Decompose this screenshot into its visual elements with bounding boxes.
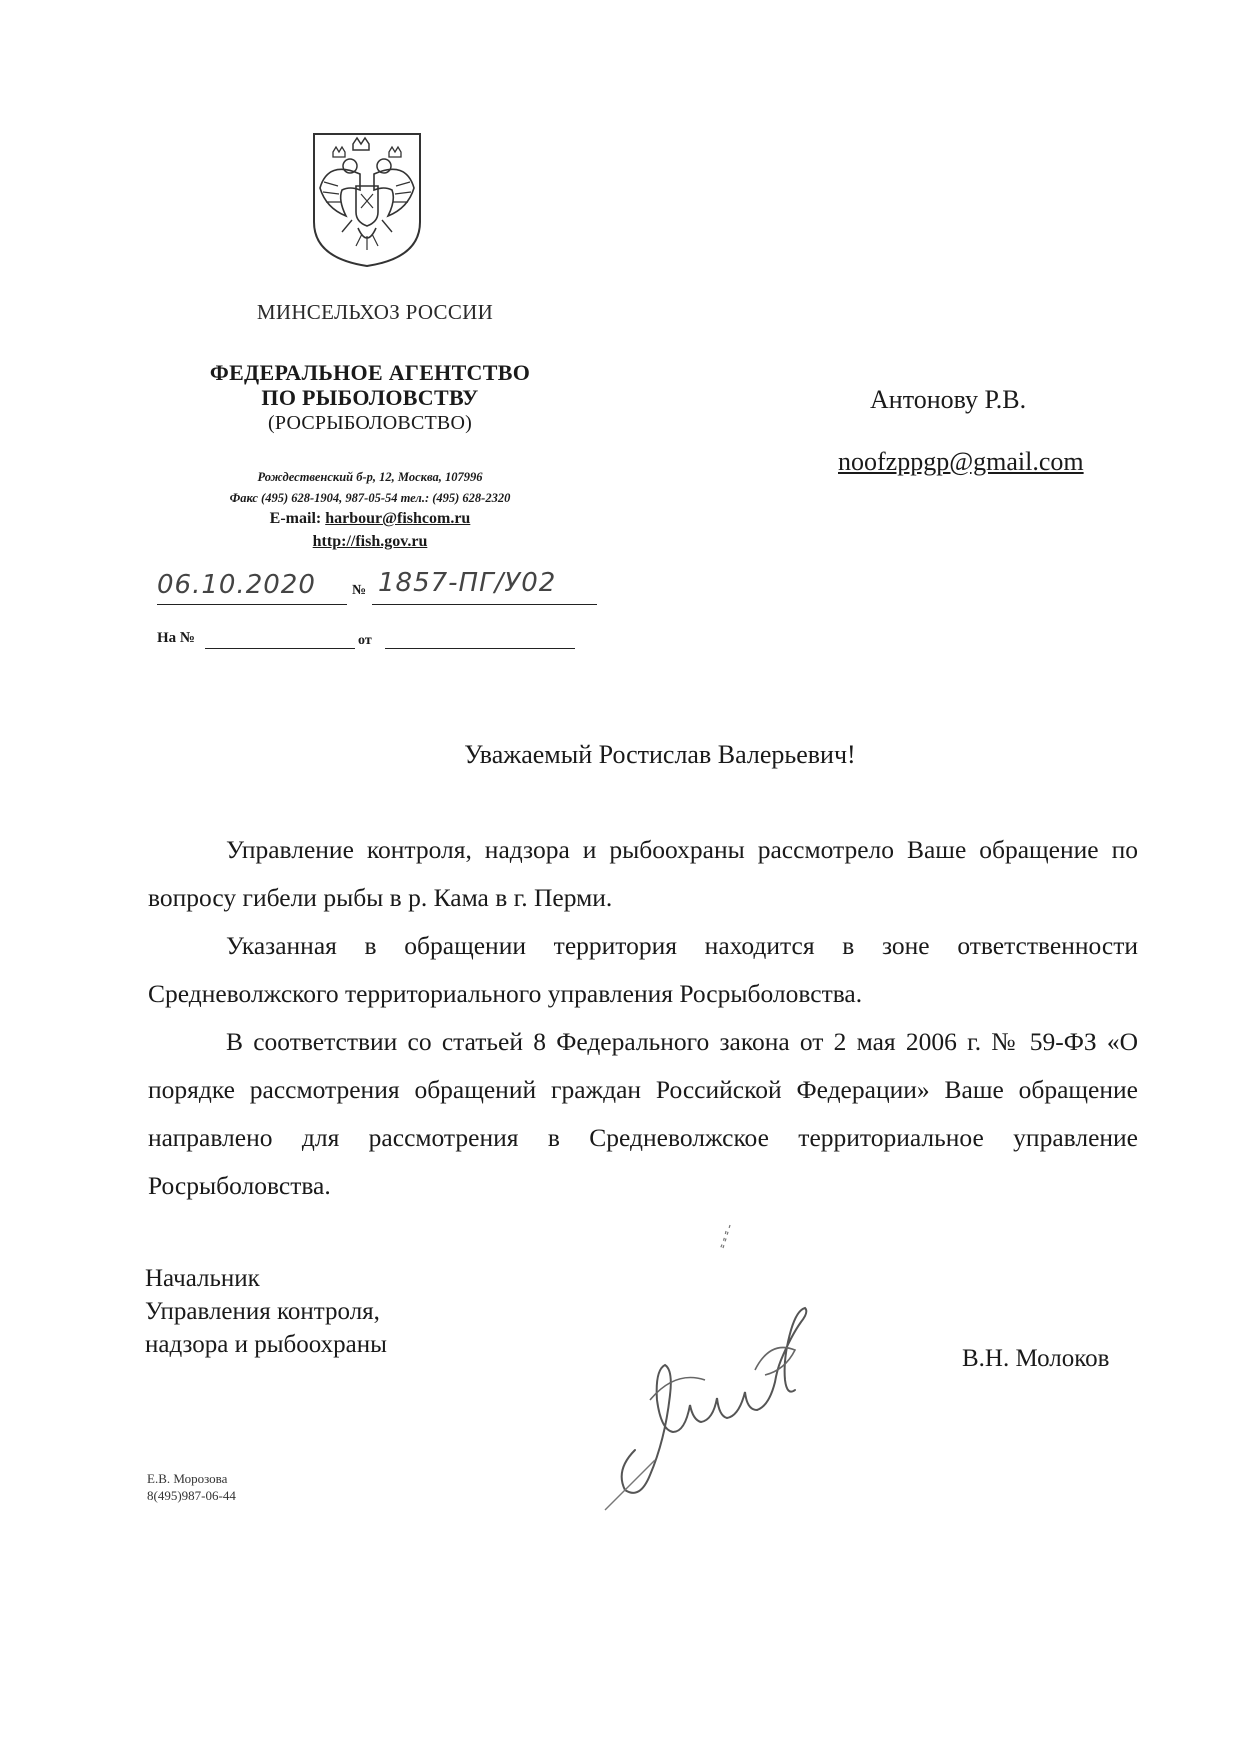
reference-date-blank [385,648,575,649]
handwritten-signature [595,1220,875,1520]
addressee-name: Антонову Р.В. [870,385,1027,414]
reference-number-label: На № [157,630,195,646]
salutation: Уважаемый Ростислав Валерьевич! [464,740,856,769]
agency-email-link[interactable]: harbour@fishcom.ru [325,510,471,527]
agency-email-line [150,510,590,528]
registration-date: 06.10.2020 [157,570,316,600]
agency-website-link[interactable]: http://fish.gov.ru [312,533,428,550]
registration-number: 1857-ПГ/У02 [378,568,557,598]
body-paragraph-1: Управление контроля, надзора и рыбоохраны рассмотрело Ваше обращение по вопросу гибели рыбы в р. Кама в г. Перми. [148,835,1138,912]
ministry-name: МИНСЕЛЬХОЗ РОССИИ [256,300,494,324]
registration-number-field [372,568,597,605]
body-paragraph-3: В соответствии со статьей 8 Федерального закона от 2 мая 2006 г. № 59-ФЗ «О порядке рассмотрения обращений граждан Российской Федерации» Ваше обращение направлено для рассмотрения в Средневолжское территориальное управление Росрыболовства. [148,1027,1138,1200]
executor-info [147,1470,236,1504]
letter-body [148,826,1138,1210]
coat-of-arms-emblem [308,130,426,270]
executor-phone: 8(495)987-06-44 [147,1488,236,1503]
email-label: E-mail: [269,510,322,527]
signatory-position-line-3: надзора и рыбоохраны [145,1331,387,1358]
reference-number-blank [205,648,355,649]
agency-address: Рождественский б-р, 12, Москва, 107996 [257,470,483,484]
executor-name: Е.В. Морозова [147,1471,228,1486]
signatory-position-line-1: Начальник [145,1265,260,1292]
agency-name-line-1: ФЕДЕРАЛЬНОЕ АГЕНТСТВО [209,360,531,385]
agency-name-line-2: ПО РЫБОЛОВСТВУ [261,385,479,410]
agency-short-name: (РОСРЫБОЛОВСТВО) [268,412,472,434]
signatory-position-line-2: Управления контроля, [145,1298,380,1325]
agency-website-line [150,533,590,551]
addressee-email[interactable]: noofzppgp@gmail.com [838,447,1084,476]
signatory-name: В.Н. Молоков [962,1345,1110,1372]
reference-from-label: от [358,633,372,648]
body-paragraph-2: Указанная в обращении территория находится в зоне ответственности Средневолжского территориального управления Росрыболовства. [148,931,1138,1008]
number-sign: № [352,583,367,598]
registration-date-field [157,570,347,605]
signatory-position [145,1262,387,1361]
agency-phones: Факс (495) 628-1904, 987-05-54 тел.: (495) 628-2320 [229,491,511,505]
